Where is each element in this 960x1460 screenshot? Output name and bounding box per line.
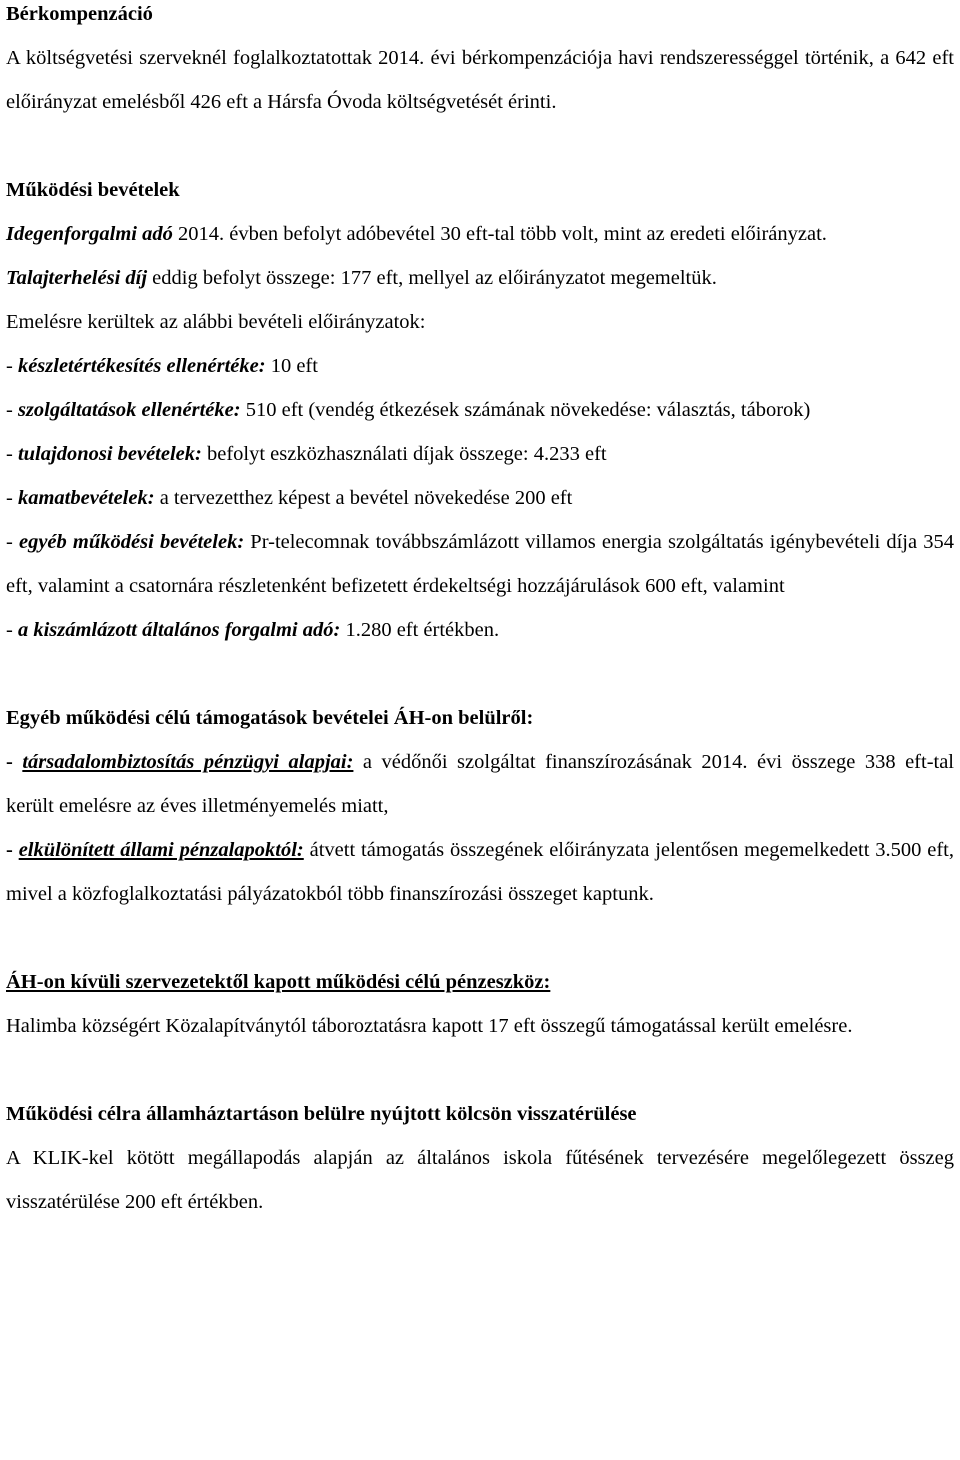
text-tulajdonosi-bevetelek: befolyt eszközhasználati díjak összege: 4.233 eft [201,443,607,465]
bullet-dash: - [6,487,18,509]
heading-berkompenzacio: Bérkompenzáció [6,3,153,25]
bullet-dash: - [6,839,19,861]
text-elkulonitett-penzalapok: átvett támogatás összegének előirányzata jelentősen megemelkedett 3.500 eft, mivel a közfoglalkoztatási pályázatokból több finanszírozási összeget kaptunk. [6,839,954,905]
label-idegenforgalmi-ado: Idegenforgalmi adó [6,223,173,245]
label-tulajdonosi-bevetelek: tulajdonosi bevételek: [17,443,202,465]
text-idegenforgalmi-ado: 2014. évben befolyt adóbevétel 30 eft-tal több volt, mint az eredeti előirányzat. [172,223,827,245]
text-altalanos-forgalmi-ado: 1.280 eft értékben. [340,619,500,641]
heading-egyeb-tamogatasok: Egyéb működési célú támogatások bevételei ÁH-on belülről: [6,707,534,729]
text-keszletertekesites: 10 eft [265,355,318,377]
section-mukodesi-bevetelek [6,168,954,652]
label-elkulonitett-penzalapok: elkülönített állami pénzalapoktól: [18,839,304,861]
text-egyeb-mukodesi-bevetelek: Pr-telecomnak továbbszámlázott villamos energia szolgáltatás igénybevételi díja 354 eft, valamint a csatornára részletenként befizetett érdekeltségi hozzájárulások 600 eft, valamint [6,531,954,597]
heading-kolcson-visszaterulese: Működési célra államháztartáson belülre nyújtott kölcsön visszatérülése [6,1103,637,1125]
text-kamatbevetelek: a tervezetthez képest a bevétel növekedése 200 eft [154,487,573,509]
item-kamatbevetelek [6,476,954,520]
bullet-dash: - [6,355,18,377]
bullet-dash: - [6,531,19,553]
item-egyeb-mukodesi-bevetelek [6,520,954,608]
spacer [6,1048,954,1092]
paragraph-emelesre: Emelésre kerültek az alábbi bevételi előirányzatok: [6,311,426,333]
label-szolgaltatasok: szolgáltatások ellenértéke: [17,399,241,421]
spacer [6,124,954,168]
item-elkulonitett-penzalapok [6,828,954,916]
label-altalanos-forgalmi-ado: a kiszámlázott általános forgalmi adó: [17,619,341,641]
section-egyeb-tamogatasok [6,696,954,916]
spacer [6,652,954,696]
label-keszletertekesites: készletértékesítés ellenértéke: [17,355,266,377]
section-ah-kivuli [6,960,954,1048]
label-talajterhelesi-dij: Talajterhelési díj [6,267,148,289]
item-keszletertekesites [6,344,954,388]
label-egyeb-mukodesi-bevetelek: egyéb működési bevételek: [18,531,245,553]
section-berkompenzacio [6,0,954,124]
heading-ah-kivuli: ÁH-on kívüli szervezetektől kapott működési célú pénzeszköz: [6,971,551,993]
text-talajterhelesi-dij: eddig befolyt összege: 177 eft, mellyel az előirányzatot megemeltük. [147,267,717,289]
bullet-dash: - [6,619,18,641]
label-tarsadalombiztositas: társadalombiztosítás pénzügyi alapjai: [22,751,354,773]
item-altalanos-forgalmi-ado [6,608,954,652]
section-kolcson-visszaterulese [6,1092,954,1224]
bullet-dash: - [6,443,18,465]
document-page [6,0,954,1224]
item-tulajdonosi-bevetelek [6,432,954,476]
label-kamatbevetelek: kamatbevételek: [17,487,155,509]
paragraph-berkompenzacio: A költségvetési szerveknél foglalkoztatottak 2014. évi bérkompenzációja havi rendszerességgel történik, a 642 eft előirányzat emelésből 426 eft a Hársfa Óvoda költségvetését érinti. [6,47,954,113]
item-szolgaltatasok [6,388,954,432]
paragraph-idegenforgalmi-ado [6,212,954,256]
spacer [6,916,954,960]
paragraph-ah-kivuli: Halimba községért Közalapítványtól táboroztatásra kapott 17 eft összegű támogatással került emelésre. [6,1015,853,1037]
paragraph-kolcson-visszaterulese: A KLIK-kel kötött megállapodás alapján az általános iskola fűtésének tervezésére megelőlegezett összeg visszatérülése 200 eft értékben. [6,1147,954,1213]
heading-mukodesi-bevetelek: Működési bevételek [6,179,180,201]
bullet-dash: - [6,751,23,773]
text-tarsadalombiztositas: a védőnői szolgáltat finanszírozásának 2014. évi összege 338 eft-tal került emelésre az éves illetményemelés miatt, [6,751,955,817]
item-tarsadalombiztositas [6,740,954,828]
text-szolgaltatasok: 510 eft (vendég étkezések számának növekedése: választás, táborok) [240,399,811,421]
paragraph-talajterhelesi-dij [6,256,954,300]
bullet-dash: - [6,399,18,421]
